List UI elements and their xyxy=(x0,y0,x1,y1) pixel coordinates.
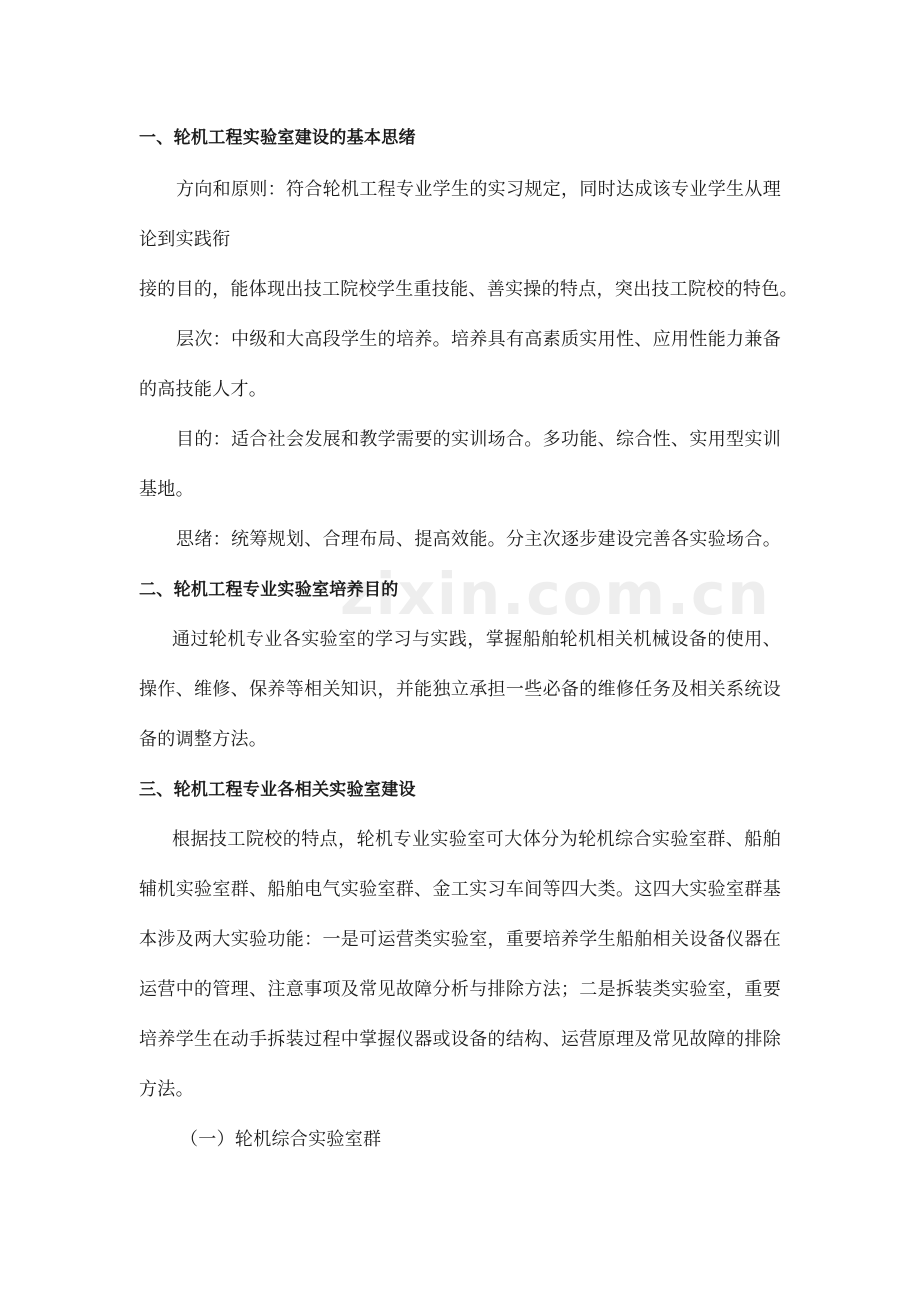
paragraph-line: 培养学生在动手拆装过程中掌握仪器或设备的结构、运营原理及常见故障的排除 xyxy=(139,1029,781,1050)
section-heading-1: 一、轮机工程实验室建设的基本思绪 xyxy=(139,128,416,148)
paragraph-line: 目的：适合社会发展和教学需要的实训场合。多功能、综合性、实用型实训 xyxy=(176,429,781,450)
paragraph-line: 通过轮机专业各实验室的学习与实践，掌握船舶轮机相关机械设备的使用、 xyxy=(172,629,781,650)
paragraph-line: 辅机实验室群、船舶电气实验室群、金工实习车间等四大类。这四大实验室群基 xyxy=(139,879,781,900)
paragraph-line: 备的调整方法。 xyxy=(139,729,268,750)
paragraph-line: 运营中的管理、注意事项及常见故障分析与排除方法；二是拆装类实验室，重要 xyxy=(139,979,781,1000)
paragraph-line: 的高技能人才。 xyxy=(139,379,268,400)
paragraph-line: 论到实践衔 xyxy=(139,229,231,250)
paragraph-line: 思绪：统筹规划、合理布局、提高效能。分主次逐步建设完善各实验场合。 xyxy=(176,529,781,550)
subsection-heading: （一）轮机综合实验室群 xyxy=(180,1129,382,1150)
paragraph-line: 基地。 xyxy=(139,479,194,500)
paragraph-line: 层次：中级和大高段学生的培养。培养具有高素质实用性、应用性能力兼备 xyxy=(176,329,781,350)
section-heading-2: 二、轮机工程专业实验室培养目的 xyxy=(139,580,399,600)
paragraph-line: 本涉及两大实验功能：一是可运营类实验室，重要培养学生船舶相关设备仪器在 xyxy=(139,929,781,950)
watermark: zixin.com.cn xyxy=(340,560,771,628)
section-heading-3: 三、轮机工程专业各相关实验室建设 xyxy=(139,780,416,800)
paragraph-line: 接的目的，能体现出技工院校学生重技能、善实操的特点，突出技工院校的特色。 xyxy=(139,279,798,300)
paragraph-line: 方法。 xyxy=(139,1079,194,1100)
paragraph-line: 根据技工院校的特点，轮机专业实验室可大体分为轮机综合实验室群、船舶 xyxy=(172,829,781,850)
paragraph-line: 方向和原则：符合轮机工程专业学生的实习规定，同时达成该专业学生从理 xyxy=(176,179,781,200)
paragraph-line: 操作、维修、保养等相关知识，并能独立承担一些必备的维修任务及相关系统设 xyxy=(139,679,781,700)
